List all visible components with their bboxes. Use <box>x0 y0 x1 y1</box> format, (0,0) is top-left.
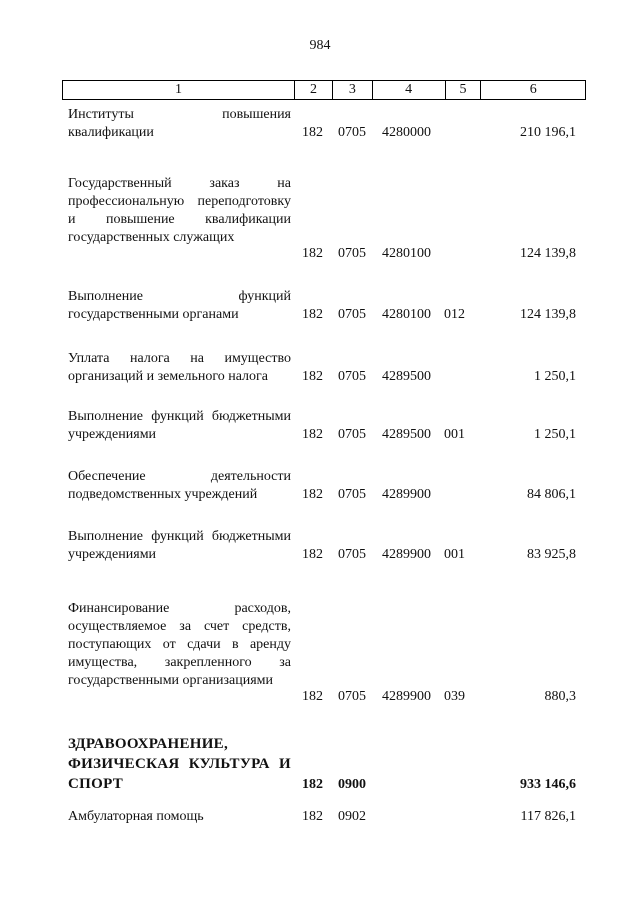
table-row <box>62 350 586 386</box>
row-name: Государственный заказ на профессиональную переподготовку и повышение квалификации государственных служащих <box>68 176 291 245</box>
row-target: 4280100 <box>382 246 431 261</box>
table-row-section <box>62 734 586 796</box>
row-name: Обеспечение деятельности подведомственных учреждений <box>68 469 291 502</box>
row-name: Институты повышения квалификации <box>68 107 291 140</box>
table-row <box>62 175 586 263</box>
row-target: 4289500 <box>382 427 431 442</box>
row-name: ЗДРАВООХРАНЕНИЕ, ФИЗИЧЕСКАЯ КУЛЬТУРА И СПОРТ <box>68 736 291 792</box>
table-row <box>62 528 586 564</box>
row-section: 0705 <box>338 427 366 442</box>
row-grbs: 182 <box>302 777 323 792</box>
table-row <box>62 468 586 504</box>
row-target: 4280100 <box>382 307 431 322</box>
row-type: 001 <box>444 427 465 442</box>
row-sum: 880,3 <box>544 689 576 704</box>
row-target: 4280000 <box>382 125 431 140</box>
row-section: 0902 <box>338 809 366 824</box>
row-grbs: 182 <box>302 307 323 322</box>
row-type: 039 <box>444 689 465 704</box>
header-col-2: 2 <box>295 81 333 99</box>
row-name: Выполнение функций государственными органами <box>68 289 291 322</box>
row-target: 4289900 <box>382 547 431 562</box>
row-grbs: 182 <box>302 689 323 704</box>
header-col-4: 4 <box>373 81 446 99</box>
row-sum: 124 139,8 <box>520 307 576 322</box>
row-grbs: 182 <box>302 369 323 384</box>
row-sum: 117 826,1 <box>520 809 576 824</box>
table-row <box>62 106 586 142</box>
row-sum: 1 250,1 <box>534 427 576 442</box>
row-section: 0705 <box>338 369 366 384</box>
table-row <box>62 808 586 826</box>
row-section: 0705 <box>338 307 366 322</box>
row-name: Выполнение функций бюджетными учреждениями <box>68 529 291 562</box>
row-section: 0900 <box>338 777 366 792</box>
page-number: 984 <box>309 38 331 53</box>
row-target: 4289900 <box>382 487 431 502</box>
row-section: 0705 <box>338 689 366 704</box>
header-col-6: 6 <box>529 82 537 97</box>
row-target: 4289500 <box>382 369 431 384</box>
row-section: 0705 <box>338 547 366 562</box>
row-section: 0705 <box>338 246 366 261</box>
row-name: Амбулаторная помощь <box>68 809 204 824</box>
row-grbs: 182 <box>302 547 323 562</box>
row-sum: 210 196,1 <box>520 125 576 140</box>
row-sum: 1 250,1 <box>534 369 576 384</box>
row-type: 012 <box>444 307 465 322</box>
header-col-1: 1 <box>63 81 295 99</box>
row-sum: 124 139,8 <box>520 246 576 261</box>
row-section: 0705 <box>338 487 366 502</box>
table-row <box>62 600 586 706</box>
row-grbs: 182 <box>302 809 323 824</box>
header-col-5: 5 <box>446 81 482 99</box>
row-sum: 933 146,6 <box>520 777 576 792</box>
row-sum: 83 925,8 <box>527 547 576 562</box>
row-name: Уплата налога на имущество организаций и земельного налога <box>68 351 291 384</box>
table-header <box>62 80 586 100</box>
table-row <box>62 408 586 444</box>
row-sum: 84 806,1 <box>527 487 576 502</box>
row-grbs: 182 <box>302 427 323 442</box>
row-section: 0705 <box>338 125 366 140</box>
row-grbs: 182 <box>302 246 323 261</box>
header-col-3: 3 <box>333 81 373 99</box>
row-target: 4289900 <box>382 689 431 704</box>
row-name: Финансирование расходов, осуществляемое за счет средств, поступающих от сдачи в аренду имущества, закрепленного за государственными организациями <box>68 601 291 688</box>
row-grbs: 182 <box>302 487 323 502</box>
table-row <box>62 288 586 324</box>
row-grbs: 182 <box>302 125 323 140</box>
row-name: Выполнение функций бюджетными учреждениями <box>68 409 291 442</box>
row-type: 001 <box>444 547 465 562</box>
